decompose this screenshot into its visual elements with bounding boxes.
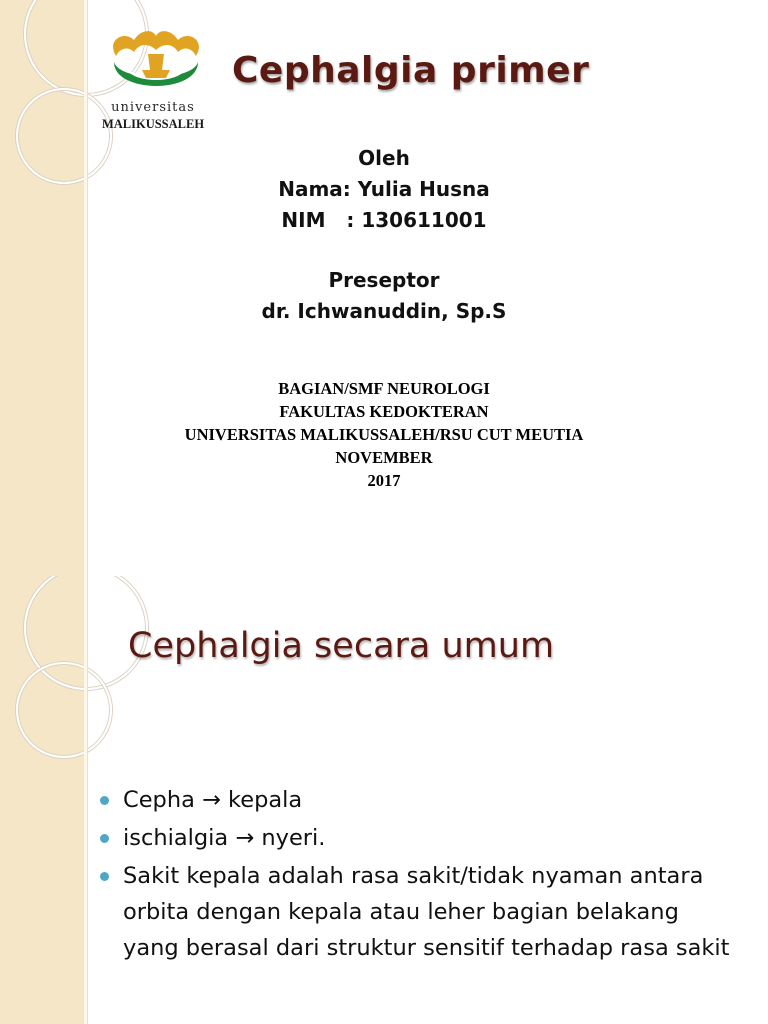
slide-title: Cephalgia secara umum [128, 626, 555, 666]
slide-sidebar [0, 576, 84, 1024]
bullet-text: ischialgia → nyeri. [123, 825, 326, 851]
bullet-dot-icon [100, 872, 109, 881]
list-item [100, 858, 740, 966]
bullet-text: Cepha → kepala [123, 787, 303, 813]
author-line: Nama: Yulia Husna [278, 177, 490, 201]
logo-torch-shape [148, 54, 164, 70]
slide-sidebar [0, 0, 84, 576]
author-line: Oleh [358, 146, 410, 170]
sidebar-divider [87, 576, 88, 1024]
logo-text-universitas: universitas [111, 100, 195, 115]
bullet-dot-icon [100, 834, 109, 843]
bullet-dot-icon [100, 796, 109, 805]
institution-block [84, 377, 684, 492]
slide-title: Cephalgia primer [232, 50, 590, 91]
logo-book-shape [142, 70, 170, 78]
decorative-ring [16, 662, 112, 758]
institution-line: 2017 [367, 471, 401, 490]
institution-line: NOVEMBER [335, 448, 433, 467]
logo-text-malikussaleh: MALIKUSSALEH [101, 117, 205, 131]
institution-line: UNIVERSITAS MALIKUSSALEH/RSU CUT MEUTIA [184, 425, 584, 444]
content-slide [0, 576, 768, 1024]
author-line: NIM : 130611001 [281, 208, 487, 232]
list-item [100, 820, 740, 856]
logo-wings-shape [113, 31, 199, 56]
institution-line: FAKULTAS KEDOKTERAN [279, 402, 489, 421]
preceptor-line: Preseptor [328, 268, 440, 292]
preceptor-line: dr. Ichwanuddin, Sp.S [261, 299, 507, 323]
list-item [100, 782, 740, 818]
preceptor-block [84, 265, 684, 327]
bullet-text: Sakit kepala adalah rasa sakit/tidak nyaman antara orbita dengan kepala atau leher bagian belakang yang berasal dari struktur sensitif terhadap rasa sakit [123, 863, 730, 961]
bullet-list [100, 782, 740, 968]
institution-line: BAGIAN/SMF NEUROLOGI [278, 379, 490, 398]
author-block [84, 143, 684, 236]
